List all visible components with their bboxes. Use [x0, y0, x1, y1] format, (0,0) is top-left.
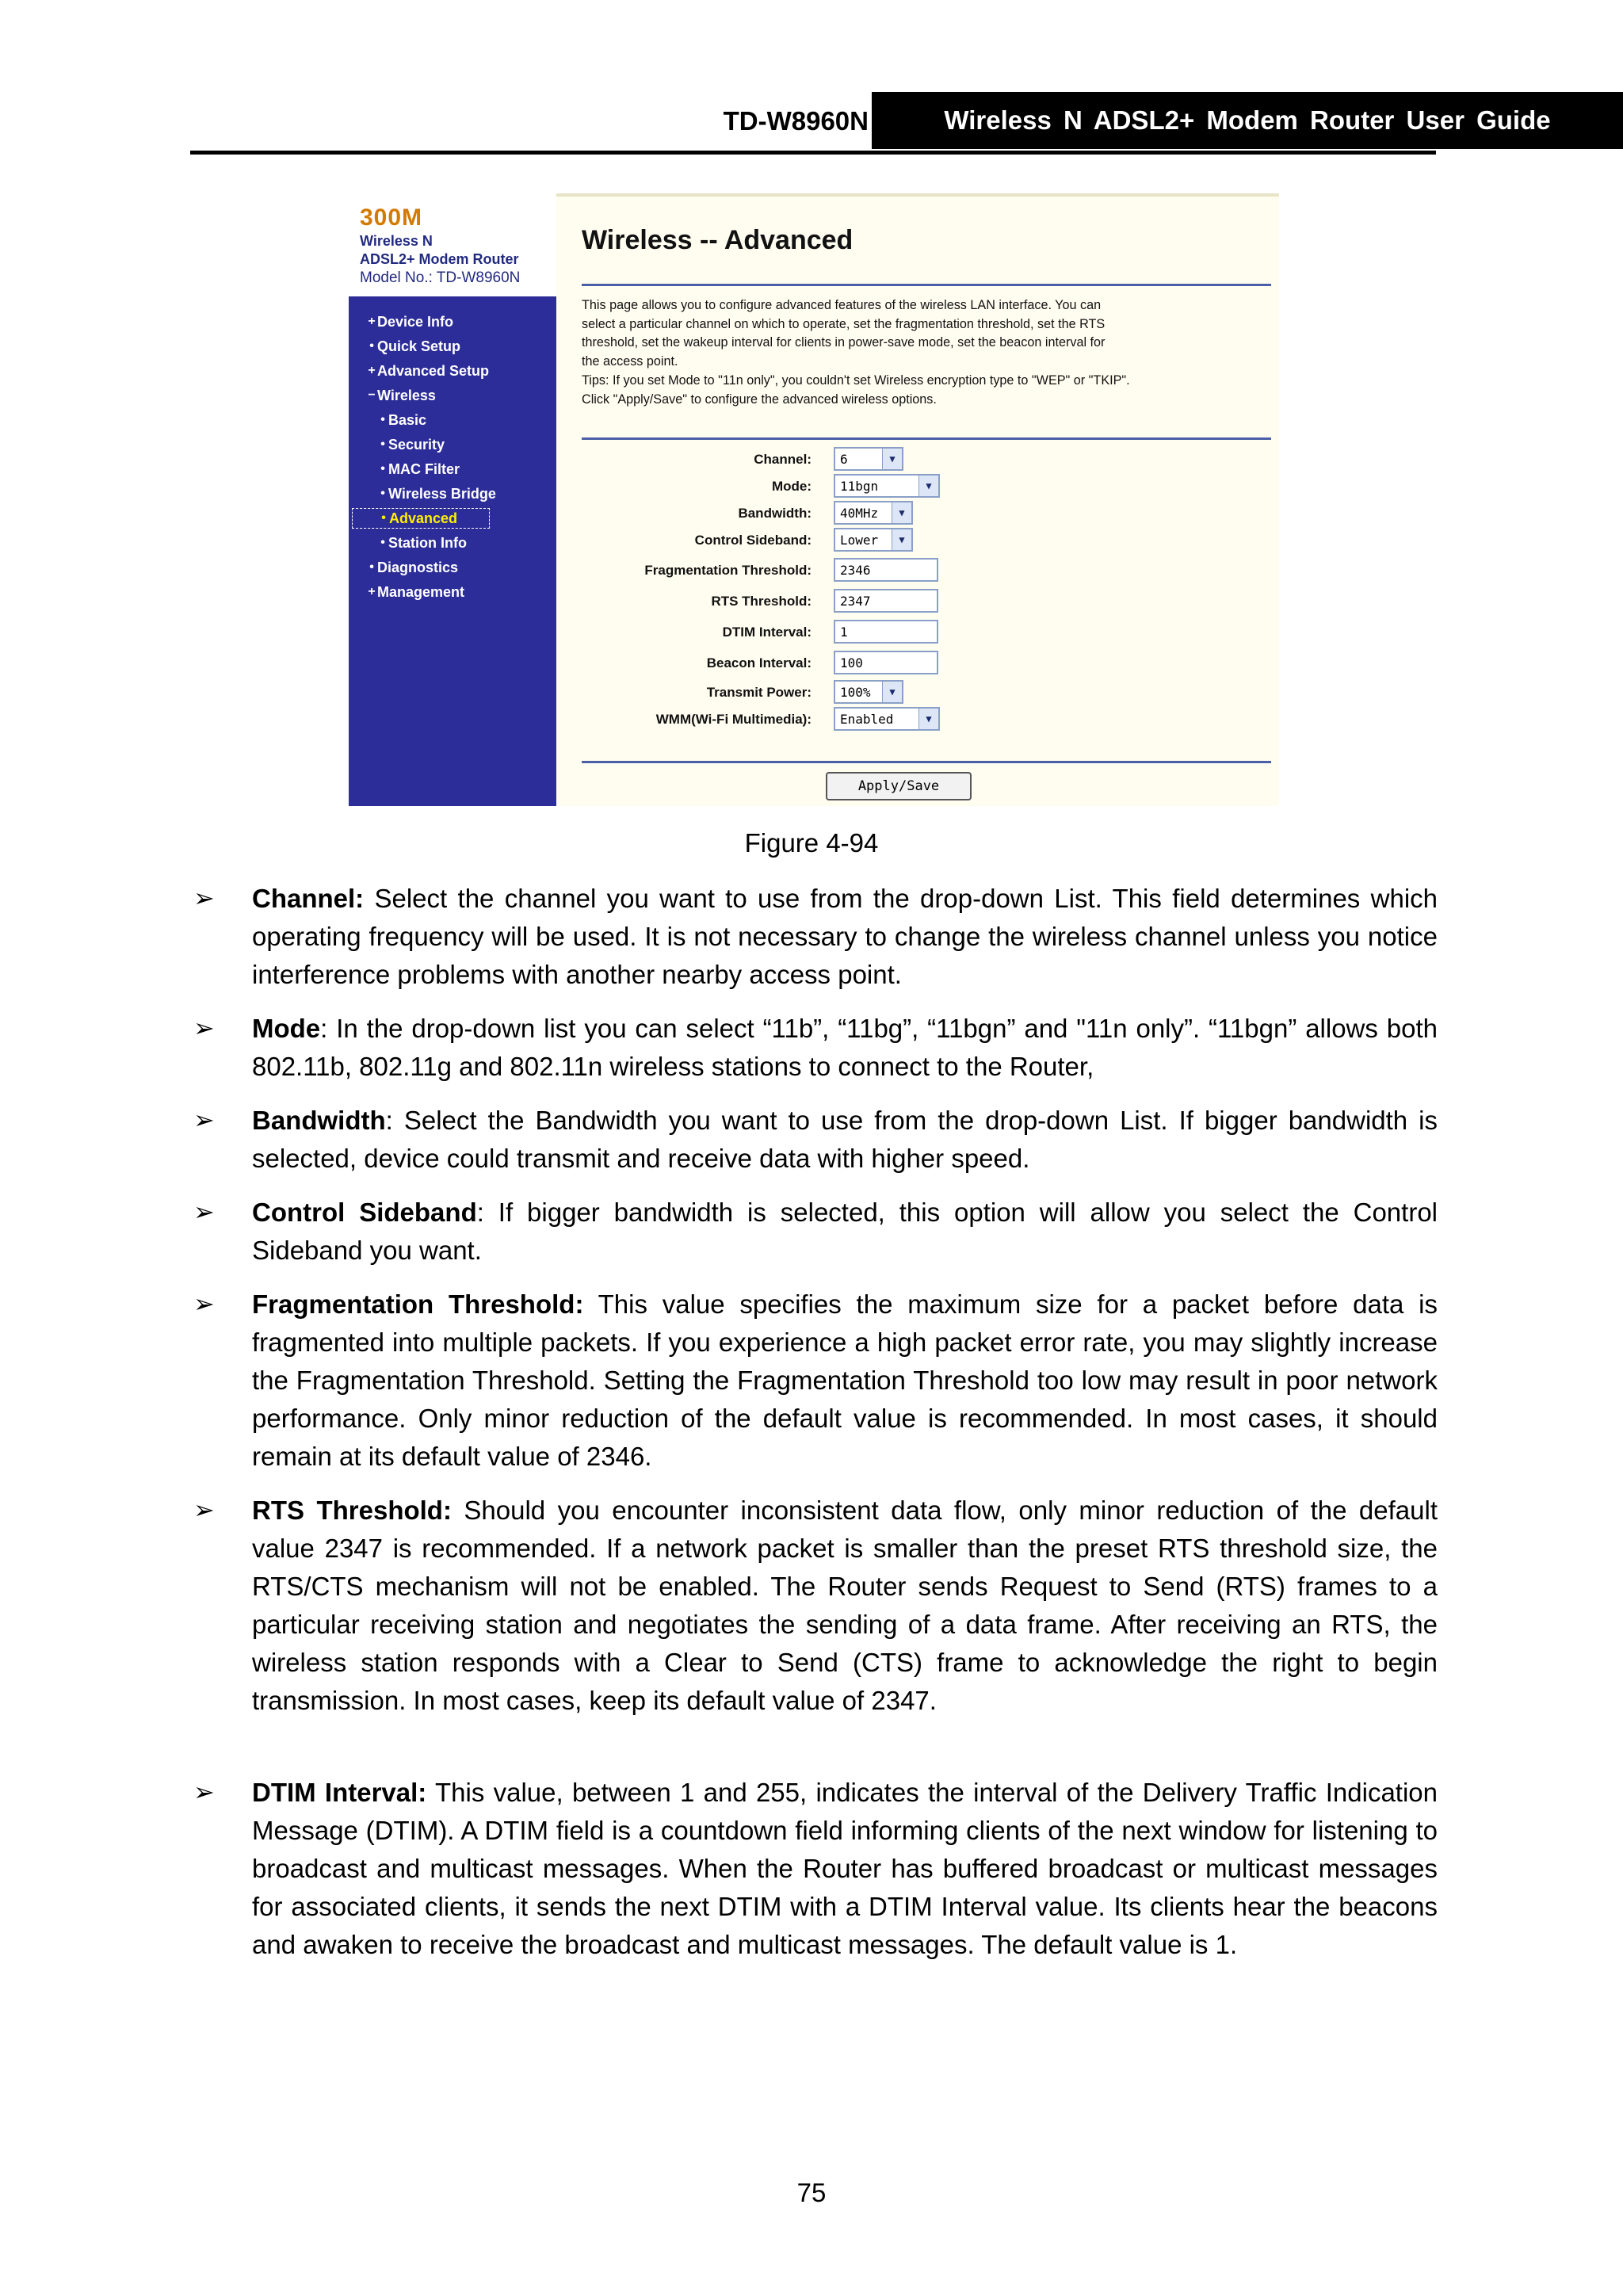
select-value: Lower	[840, 532, 879, 548]
field-label: RTS Threshold:	[711, 594, 812, 609]
dot-icon: •	[380, 413, 385, 426]
paragraph-term: DTIM Interval:	[252, 1778, 427, 1807]
intro-text: This page allows you to configure advanced features of the wireless LAN interface. You can select a particular channel on which to operate, set the fragmentation threshold, set the RTS threshold, set the wakeup interval for clients in power-save mode, set the beacon interval for the access point. Tips: If you set Mode to "11n only", you couldn't set Wireless encryption type to "WEP" or "TKIP". Click "Apply/Save" to configure the advanced wireless options.	[582, 298, 1130, 407]
header-rule	[190, 151, 1436, 155]
paragraph-text: : In the drop-down list you can select “11b”, “11bg”, “11bgn” and "11n only”. “11bgn” allows both 802.11b, 802.11g and 802.11n wireless stations to connect to the Router,	[252, 1014, 1438, 1081]
brand-model: Model No.: TD-W8960N	[360, 269, 521, 286]
sidebar-item-mac-filter[interactable]	[377, 460, 460, 479]
page-title: Wireless -- Advanced	[582, 225, 854, 255]
field-label: Bandwidth:	[738, 506, 812, 521]
sidebar-item-label: Wireless Bridge	[388, 485, 496, 502]
form-row-channel	[556, 447, 1279, 474]
form-row-transmit-power	[556, 680, 1279, 707]
paragraph-term: Channel:	[252, 884, 365, 913]
paragraph-term: RTS Threshold:	[252, 1496, 452, 1525]
dot-icon: •	[380, 536, 385, 549]
sidebar-item-security[interactable]	[377, 435, 445, 454]
form-row-bandwidth	[556, 501, 1279, 528]
sidebar-item-label: Station Info	[388, 534, 467, 551]
dot-icon: •	[381, 511, 386, 525]
sidebar-item-advanced[interactable]	[352, 508, 490, 529]
paragraph-term: Fragmentation Threshold:	[252, 1289, 584, 1319]
plus-icon: +	[368, 585, 376, 598]
rts-threshold-input[interactable]: 2347	[834, 589, 938, 613]
brand-line-2: ADSL2+ Modem Router	[360, 251, 519, 267]
divider-bottom	[582, 761, 1271, 763]
page-header	[190, 90, 1551, 157]
router-ui-screenshot	[349, 193, 1279, 806]
control-sideband-select[interactable]	[834, 528, 913, 552]
dot-icon: •	[380, 437, 385, 451]
sidebar-item-diagnostics[interactable]	[366, 558, 458, 577]
sidebar-item-label: Wireless	[377, 387, 436, 403]
bullet-arrow-icon: ➢	[193, 1014, 215, 1042]
figure-caption: Figure 4-94	[744, 828, 879, 858]
bullet-arrow-icon: ➢	[193, 1106, 215, 1134]
fragmentation-threshold-input[interactable]: 2346	[834, 558, 938, 582]
plus-icon: +	[368, 315, 376, 328]
paragraph-dtim-interval	[252, 1774, 1438, 1964]
paragraph-mode	[252, 1010, 1438, 1086]
divider-top	[582, 284, 1271, 286]
sidebar-item-label: Security	[388, 436, 445, 453]
sidebar-item-station-info[interactable]	[377, 533, 467, 552]
sidebar-item-management[interactable]	[366, 583, 464, 602]
sidebar-item-label: Quick Setup	[377, 338, 461, 354]
sidebar-item-wireless[interactable]	[366, 386, 436, 405]
select-value: 40MHz	[840, 505, 879, 521]
header-guide-title: Wireless N ADSL2+ Modem Router User Guide	[872, 92, 1623, 149]
beacon-interval-input[interactable]: 100	[834, 651, 938, 674]
paragraph-bandwidth	[252, 1102, 1438, 1178]
mode-select[interactable]	[834, 474, 940, 498]
page-number: 75	[796, 2178, 827, 2207]
content-panel	[556, 193, 1279, 806]
field-label: Transmit Power:	[706, 685, 812, 700]
apply-save-button[interactable]: Apply/Save	[826, 772, 972, 800]
dot-icon: •	[380, 487, 385, 500]
divider-mid	[582, 437, 1271, 440]
sidebar-item-label: MAC Filter	[388, 460, 460, 477]
sidebar-item-basic[interactable]	[377, 411, 426, 430]
field-label: Beacon Interval:	[706, 655, 812, 670]
chevron-down-icon: ▼	[892, 502, 911, 523]
paragraph-text: This value, between 1 and 255, indicates the interval of the Delivery Traffic Indication Message (DTIM). A DTIM field is a countdown field informing clients of the next window for listening to broadcast and multicast messages. When the Router has buffered broadcast or multicast messages for associated clients, it sends the next DTIM with a DTIM Interval value. Its clients hear the beacons and awaken to receive the broadcast and multicast messages. The default value is 1.	[252, 1778, 1438, 1959]
bandwidth-select[interactable]	[834, 501, 913, 525]
top-divider	[556, 193, 1279, 197]
form-row-fragmentation-threshold	[556, 558, 1279, 585]
paragraph-text: : Select the Bandwidth you want to use from the drop-down List. If bigger bandwidth is selected, device could transmit and receive data with higher speed.	[252, 1106, 1438, 1173]
form-row-rts-threshold	[556, 589, 1279, 616]
sidebar-item-device-info[interactable]	[366, 312, 453, 331]
paragraph-control-sideband	[252, 1194, 1438, 1270]
form-row-wmm	[556, 707, 1279, 734]
field-label: WMM(Wi-Fi Multimedia):	[655, 712, 812, 727]
chevron-down-icon: ▼	[892, 529, 911, 550]
sidebar-item-label: Diagnostics	[377, 559, 459, 575]
select-value: 100%	[840, 684, 871, 700]
minus-icon: −	[368, 388, 376, 402]
channel-select[interactable]	[834, 447, 903, 471]
form-row-beacon-interval	[556, 651, 1279, 678]
paragraph-text: Select the channel you want to use from the drop-down List. This field determines which operating frequency will be used. It is not necessary to change the wireless channel unless you notice interference problems with another nearby access point.	[252, 884, 1438, 989]
sidebar-item-label: Basic	[388, 411, 427, 428]
transmit-power-select[interactable]	[834, 680, 903, 704]
field-label: Fragmentation Threshold:	[644, 563, 812, 578]
select-value: 6	[840, 451, 848, 467]
paragraph-text: This value specifies the maximum size for a packet before data is fragmented into multiple packets. If you experience a high packet error rate, you may slightly increase the Fragmentation Threshold. Setting the Fragmentation Threshold too low may result in poor network performance. Only minor reduction of the default value is recommended. In most cases, it should remain at its default value of 2346.	[252, 1289, 1438, 1471]
paragraph-fragmentation-threshold	[252, 1286, 1438, 1476]
paragraph-term: Bandwidth	[252, 1106, 386, 1135]
wmm-select[interactable]	[834, 707, 940, 731]
brand-panel	[349, 193, 556, 298]
form-row-control-sideband	[556, 528, 1279, 555]
paragraph-term: Control Sideband	[252, 1198, 477, 1227]
paragraph-term: Mode	[252, 1014, 321, 1043]
field-label: Channel:	[754, 452, 812, 467]
paragraph-text: : If bigger bandwidth is selected, this option will allow you select the Control Sideband you want.	[252, 1198, 1438, 1265]
dot-icon: •	[369, 339, 374, 353]
paragraph-channel	[252, 880, 1438, 994]
sidebar-item-label: Management	[377, 583, 465, 600]
bullet-arrow-icon: ➢	[193, 1778, 215, 1806]
sidebar-item-label: Advanced	[389, 510, 458, 526]
sidebar-nav	[349, 296, 556, 806]
brand-line-1: Wireless N	[360, 233, 433, 249]
form-row-dtim-interval	[556, 620, 1279, 647]
select-value: Enabled	[840, 711, 894, 727]
chevron-down-icon: ▼	[918, 476, 938, 496]
paragraph-rts-threshold	[252, 1492, 1438, 1720]
field-label: Mode:	[771, 479, 812, 494]
dot-icon: •	[369, 560, 374, 574]
sidebar-item-label: Advanced Setup	[377, 362, 490, 379]
field-label: DTIM Interval:	[722, 625, 812, 640]
brand-tagline: 300M	[360, 204, 423, 231]
bullet-arrow-icon: ➢	[193, 1496, 215, 1524]
select-value: 11bgn	[840, 478, 879, 494]
paragraph-text: Should you encounter inconsistent data flow, only minor reduction of the default value 2347 is recommended. If a network packet is smaller than the preset RTS threshold size, the RTS/CTS mechanism will not be enabled. The Router sends Request to Send (RTS) frames to a particular receiving station and negotiates the sending of a data frame. After receiving an RTS, the wireless station responds with a Clear to Send (CTS) frame to acknowledge the right to begin transmission. In most cases, keep its default value of 2347.	[252, 1496, 1438, 1715]
sidebar-item-label: Device Info	[377, 313, 454, 330]
header-model: TD-W8960N	[723, 106, 869, 136]
field-label: Control Sideband:	[694, 533, 812, 548]
bullet-arrow-icon: ➢	[193, 884, 215, 912]
bullet-arrow-icon: ➢	[193, 1198, 215, 1226]
chevron-down-icon: ▼	[918, 709, 938, 729]
bullet-arrow-icon: ➢	[193, 1289, 215, 1318]
sidebar-item-quick-setup[interactable]	[366, 337, 460, 356]
form-row-mode	[556, 474, 1279, 501]
plus-icon: +	[368, 364, 376, 377]
sidebar-item-advanced-setup[interactable]	[366, 361, 489, 380]
dtim-interval-input[interactable]: 1	[834, 620, 938, 644]
chevron-down-icon: ▼	[882, 449, 902, 469]
sidebar-item-wireless-bridge[interactable]	[377, 484, 496, 503]
chevron-down-icon: ▼	[882, 682, 902, 702]
dot-icon: •	[380, 462, 385, 476]
